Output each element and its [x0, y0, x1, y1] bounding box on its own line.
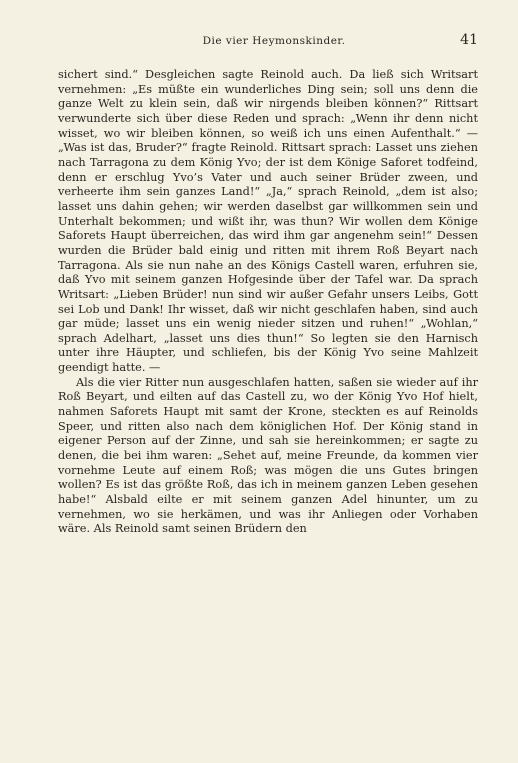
- page-header: [58, 32, 478, 54]
- paragraph: Als die vier Ritter nun ausgeschlafen hatten, saßen sie wieder auf ihr Roß Beyart, und eilten auf das Castell zu, wo der König Yvo Hof hielt, nahmen Saforets Haupt mit samt der Krone, steckten es auf Reinolds Speer, und ritten also nach dem königlichen Hof. Der König stand in eigener Person auf der Zinne, und sah sie hereinkommen; er sagte zu denen, die bei ihm waren: „Sehet auf, meine Freunde, da kommen vier vornehme Leute auf einem Roß; was mögen die uns Gutes bringen wollen? Es ist das größte Roß, das ich in meinem ganzen Leben gesehen habe!“ Alsbald eilte er mit seinem ganzen Adel hinunter, um zu vernehmen, wo sie herkämen, und was ihr Anliegen oder Vorhaben wäre. Als Reinold samt seinen Brüdern den: [58, 375, 478, 536]
- page-number: 41: [460, 32, 478, 48]
- page-body: [58, 68, 478, 537]
- running-title: Die vier Heymonskinder.: [202, 35, 346, 47]
- paragraph: sichert sind.“ Desgleichen sagte Reinold auch. Da ließ sich Writsart vernehmen: „Es müßte ein wunderliches Ding sein; soll uns denn die ganze Welt zu klein sein, daß wir nirgends bleiben können?“ Rittsart verwunderte sich über diese Reden und sprach: „Wenn ihr denn nicht wisset, wo wir bleiben können, so weiß ich uns einen Aufenthalt.“ — „Was ist das, Bruder?“ fragte Reinold. Rittsart sprach: Lasset uns ziehen nach Tarragona zu dem König Yvo; der ist dem Könige Saforet todfeind, denn er erschlug Yvo’s Vater und auch seiner Brüder zween, und verheerte ihm sein ganzes Land!“ „Ja,“ sprach Reinold, „dem ist also; lasset uns dahin gehen; wir werden daselbst gar willkommen sein und Unterhalt bekommen; und wißt ihr, was thun? Wir wollen dem Könige Saforets Haupt überreichen, das wird ihm gar angenehm sein!“ Dessen wurden die Brüder bald einig und ritten mit ihrem Roß Beyart nach Tarragona. Als sie nun nahe an des Königs Castell waren, erfuhren sie, daß Yvo mit seinem ganzen Hofgesinde über der Tafel war. Da sprach Writsart: „Lieben Brüder! nun sind wir außer Gefahr unsers Leibs, Gott sei Lob und Dank! Ihr wisset, daß wir nicht geschlafen haben, sind auch gar müde; lasset uns ein wenig nieder sitzen und ruhen!“ „Wohlan,“ sprach Adelhart, „lasset uns dies thun!“ So legten sie den Harnisch unter ihre Häupter, und schliefen, bis der König Yvo seine Mahlzeit geendigt hatte. —: [58, 68, 478, 375]
